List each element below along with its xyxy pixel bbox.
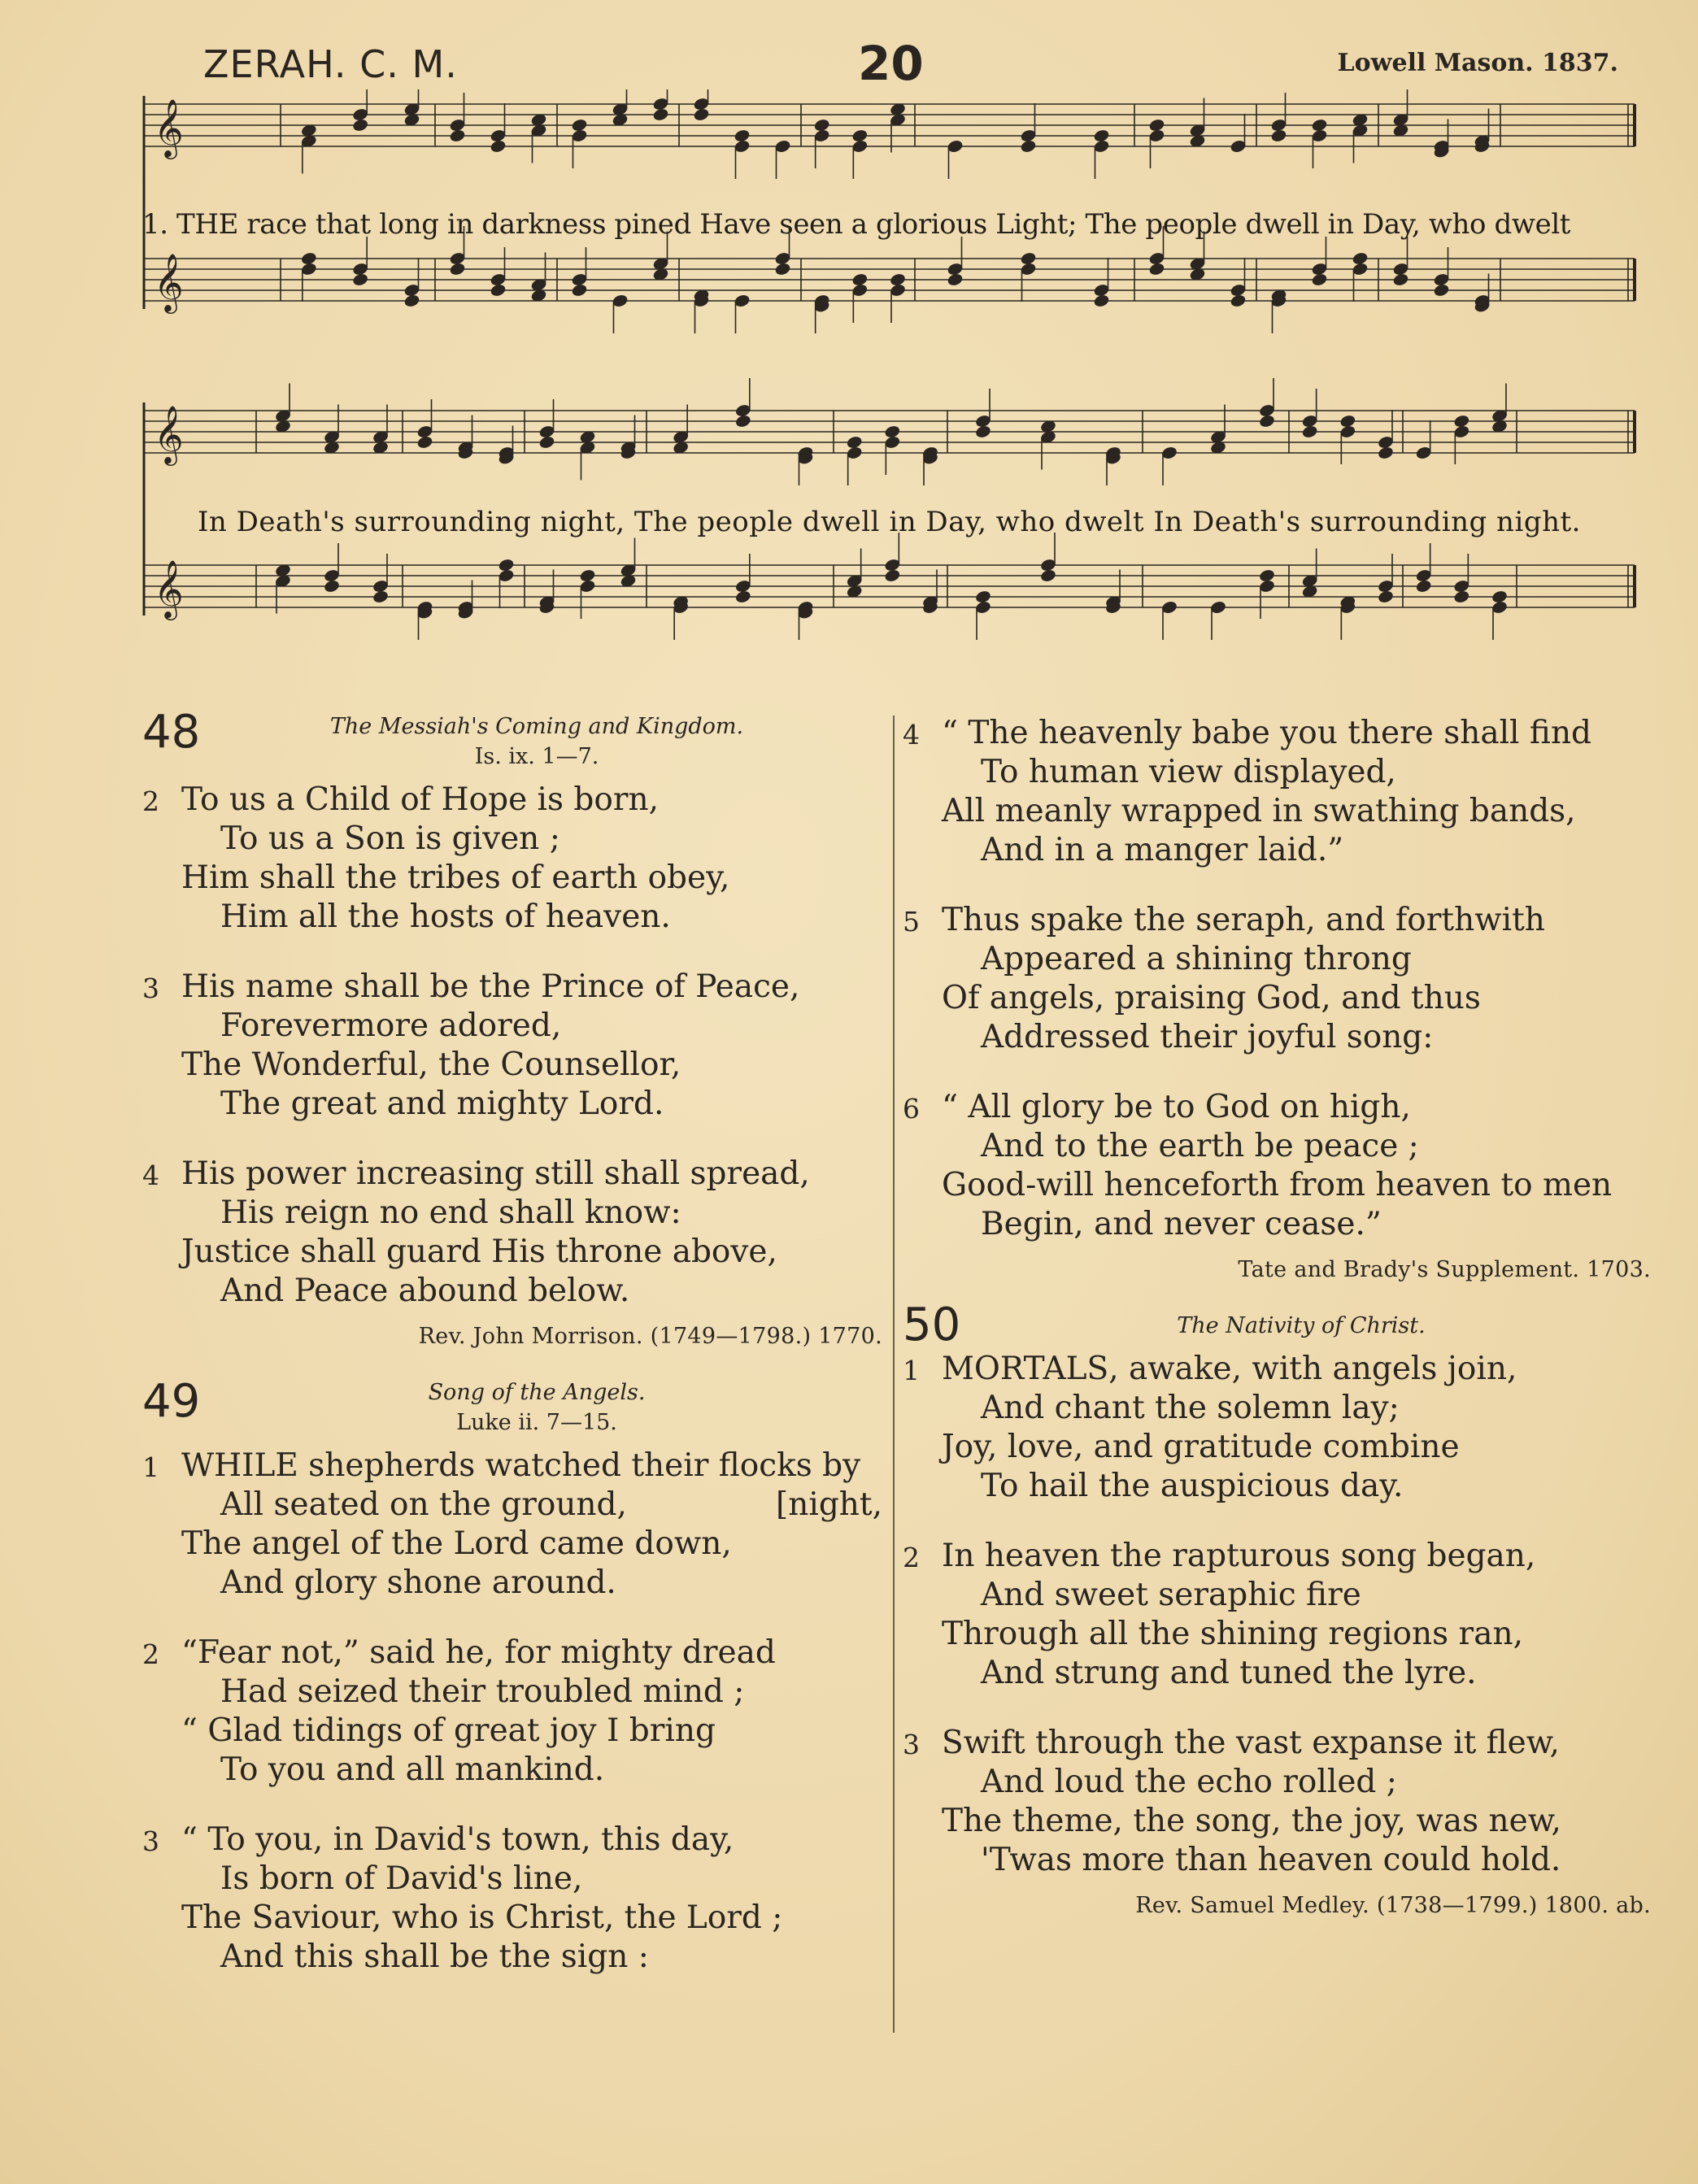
verse-line: In heaven the rapturous song began, (942, 1538, 1536, 1574)
stanza (142, 1447, 882, 1603)
scripture-reference: Luke ii. 7—15. (456, 1410, 617, 1435)
note-head (1311, 272, 1328, 287)
stanza-number: 2 (903, 1542, 920, 1573)
note-head (490, 283, 507, 298)
verse-line: Had seized their troubled mind ; (220, 1673, 745, 1710)
verse-line: “Fear not,” said he, for mighty dread (181, 1634, 776, 1671)
hymn-49-continued (903, 714, 1651, 1282)
note-head (652, 107, 669, 122)
verse-line: Through all the shining regions ran, (942, 1616, 1523, 1652)
hymn-50 (903, 1299, 1651, 1918)
initial-word: WHILE (181, 1447, 298, 1484)
lyric-line-2: In Death's surrounding night, The people dwell in Day, who dwelt In Death's surrounding night. (198, 506, 1581, 538)
verse-line: Forevermore adored, (220, 1007, 562, 1044)
left-column (142, 706, 882, 2008)
right-column (903, 714, 1651, 1949)
note-head (403, 294, 420, 308)
stanza-number: 2 (142, 785, 159, 817)
hymn-49 (142, 1375, 882, 1977)
note-head (1020, 139, 1037, 154)
note-head (1039, 568, 1056, 583)
verse-line: And strung and tuned the lyre. (981, 1655, 1477, 1691)
verse-line: Joy, love, and gratitude combine (942, 1429, 1460, 1465)
note-head (947, 272, 964, 287)
stanza-number: 3 (142, 972, 159, 1004)
note-head (1230, 294, 1247, 308)
note-head (538, 435, 555, 450)
stanza (903, 1350, 1651, 1506)
author-attribution: Rev. Samuel Medley. (1738—1799.) 1800. ab. (1135, 1893, 1651, 1918)
note-head (372, 590, 389, 604)
hymn-title: The Messiah's Coming and Kingdom. (329, 714, 744, 739)
music-notation (134, 89, 1647, 650)
clef-symbol: 𝄞 (154, 98, 184, 157)
note-head (1301, 424, 1318, 439)
page-number: 20 (858, 36, 924, 91)
verse-line: To us a Child of Hope is born, (181, 781, 660, 818)
music-score (134, 89, 1647, 650)
note-head (1093, 294, 1110, 308)
initial-word: MORTALS (942, 1351, 1109, 1387)
verse-line: All seated on the ground, (220, 1486, 627, 1523)
stanza-number: 1 (903, 1355, 920, 1386)
verse-line: The angel of the Lord came down, (181, 1525, 732, 1562)
verse-line: And in a manger laid.” (981, 832, 1344, 868)
verse-line: Him shall the tribes of earth obey, (181, 859, 730, 896)
stanza (142, 1155, 882, 1311)
verse-line: All meanly wrapped in swathing bands, (942, 793, 1576, 829)
note-head (693, 107, 710, 122)
overflow-word: [night, (776, 1486, 882, 1523)
author-attribution: Tate and Brady's Supplement. 1703. (1238, 1257, 1651, 1282)
verse-line: Of angels, praising God, and thus (942, 980, 1481, 1016)
verse-line: Him all the hosts of heaven. (220, 898, 671, 935)
verse-line: To us a Son is given ; (220, 820, 560, 857)
note-head (1415, 579, 1432, 594)
verse-line: And to the earth be peace ; (981, 1128, 1419, 1164)
verse-line: The Wonderful, the Counsellor, (181, 1046, 681, 1083)
verse-line: His name shall be the Prince of Peace, (181, 968, 800, 1005)
verse-line: Swift through the vast expanse it flew, (942, 1725, 1560, 1761)
note-head (449, 128, 466, 143)
note-head (1453, 590, 1470, 604)
note-head (884, 568, 901, 583)
stanza-number: 4 (142, 1159, 159, 1191)
hymn-48 (142, 706, 882, 1349)
verse-line: And chant the solemn lay; (981, 1390, 1400, 1426)
composer-credit: Lowell Mason. 1837. (1337, 49, 1618, 77)
note-head (351, 272, 368, 287)
note-head (774, 262, 791, 276)
stanza (142, 781, 882, 937)
clef-symbol: 𝄞 (154, 404, 184, 463)
note-head (734, 590, 751, 604)
note-head (351, 118, 368, 133)
note-head (734, 414, 751, 429)
verse-line: Appeared a shining throng (981, 941, 1412, 977)
verse-line: And Peace abound below. (220, 1273, 630, 1309)
verse-line: The theme, the song, the joy, was new, (942, 1803, 1561, 1839)
hymn-title: The Nativity of Christ. (1177, 1313, 1426, 1338)
stanza-number: 1 (142, 1451, 159, 1483)
verse-line: The Saviour, who is Christ, the Lord ; (181, 1899, 783, 1936)
note-head (571, 283, 588, 298)
stanza (903, 714, 1651, 870)
hymn-title: Song of the Angels. (428, 1380, 646, 1405)
note-head (449, 262, 466, 276)
verse-line: 'Twas more than heaven could hold. (981, 1842, 1561, 1878)
verse-line: His power increasing still shall spread, (181, 1155, 810, 1192)
verse-line: To human view displayed, (981, 754, 1396, 790)
stanza (142, 968, 882, 1124)
stanza-number: 4 (903, 719, 920, 750)
note-head (1270, 128, 1287, 143)
stanza (903, 901, 1651, 1057)
verse-line: And sweet seraphic fire (981, 1577, 1361, 1613)
note-head (1377, 590, 1394, 604)
stanza-number: 3 (142, 1825, 159, 1857)
column-divider (893, 716, 895, 2033)
note-head (1377, 446, 1394, 460)
stanza (903, 1537, 1651, 1693)
verse-line: “ All glory be to God on high, (942, 1089, 1411, 1125)
stanza-number: 5 (903, 906, 920, 938)
note-head (416, 435, 433, 450)
lyric-line-1: 1. THE race that long in darkness pined Have seen a glorious Light; The people dwell in Day, who dwelt (142, 208, 1571, 241)
stanza-number: 6 (903, 1093, 920, 1125)
verse-line: , awake, with angels join, (1108, 1351, 1517, 1387)
note-head (490, 139, 507, 154)
verse-line: His reign no end shall know: (220, 1194, 681, 1231)
verse-line: “ To you, in David's town, this day, (181, 1821, 734, 1858)
verse-line: And glory shone around. (220, 1564, 616, 1601)
clef-symbol: 𝄞 (154, 559, 184, 618)
tune-name: ZERAH. C. M. (203, 42, 458, 86)
hymn-number: 50 (903, 1299, 961, 1351)
verse-line: The great and mighty Lord. (220, 1085, 664, 1122)
note-head (1433, 283, 1450, 298)
note-head (323, 579, 340, 594)
note-head (974, 424, 991, 439)
stanza (142, 1821, 882, 1977)
verse-line: shepherds watched their flocks by (298, 1447, 861, 1484)
stanza (142, 1634, 882, 1790)
verse-line: Thus spake the seraph, and forthwith (942, 902, 1545, 938)
note-head (1258, 414, 1275, 429)
stanza-number: 3 (903, 1729, 920, 1760)
hymn-number: 49 (142, 1375, 201, 1428)
hymn-number: 48 (142, 706, 201, 759)
verse-line: And this shall be the sign : (220, 1938, 649, 1975)
verse-line: To you and all mankind. (220, 1751, 605, 1788)
note-head (1392, 272, 1409, 287)
verse-line: And loud the echo rolled ; (981, 1764, 1397, 1800)
verse-line: Is born of David's line, (220, 1860, 583, 1897)
verse-line: Justice shall guard His throne above, (181, 1233, 777, 1270)
stanza (903, 1088, 1651, 1244)
author-attribution: Rev. John Morrison. (1749—1798.) 1770. (418, 1324, 882, 1349)
stanza (903, 1724, 1651, 1880)
verse-line: “ Glad tidings of great joy I bring (181, 1712, 716, 1749)
stanza-number: 2 (142, 1638, 159, 1670)
clef-symbol: 𝄞 (154, 252, 184, 311)
verse-line: “ The heavenly babe you there shall find (942, 715, 1592, 751)
verse-line: To hail the auspicious day. (981, 1468, 1404, 1504)
verse-line: Addressed their joyful song: (981, 1019, 1434, 1055)
verse-line: Begin, and never cease.” (981, 1206, 1382, 1242)
note-head (1148, 262, 1165, 276)
scripture-reference: Is. ix. 1—7. (474, 744, 599, 769)
verse-line: Good-will henceforth from heaven to men (942, 1167, 1613, 1203)
